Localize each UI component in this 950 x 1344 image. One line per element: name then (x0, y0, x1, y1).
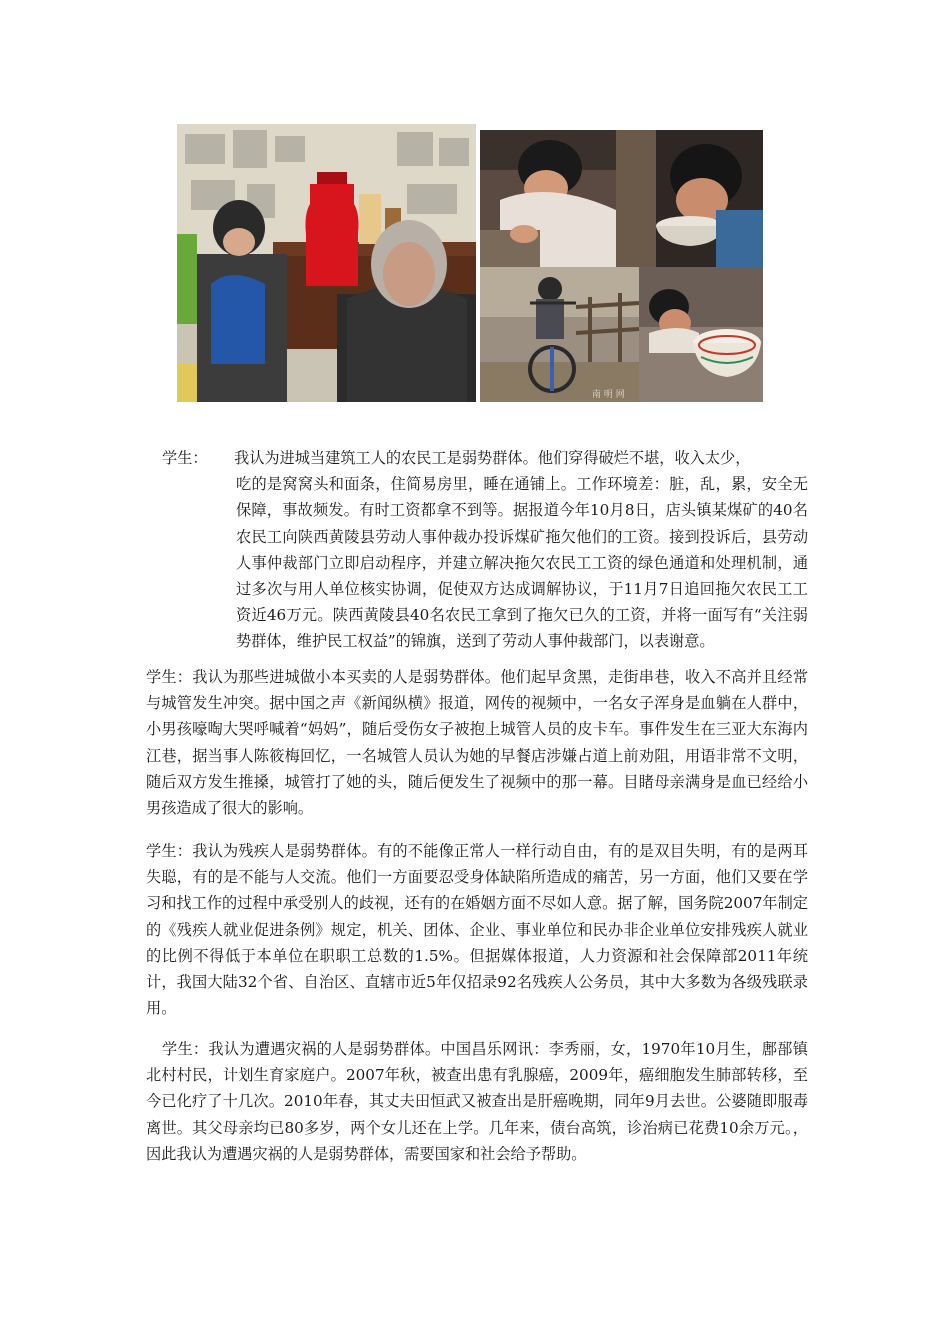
photo-elderly-mother-and-daughter (177, 124, 476, 402)
paragraph-small-vendors: 学生：我认为那些进城做小本买卖的人是弱势群体。他们起早贪黑，走街串巷，收入不高并且经常与城管发生冲突。据中国之声《新闻纵横》报道，网传的视频中，一名女子浑身是血躺在人群中，小男孩嚎啕大哭呼喊着“妈妈”，随后受伤女子被抱上城管人员的皮卡车。事件发生在三亚大东海内江巷，据当事人陈筱梅回忆，一名城管人员认为她的早餐店涉嫌占道上前劝阻，用语非常不文明，随后双方发生推搡，城管打了她的头，随后便发生了视频中的那一幕。目睹母亲满身是血已经给小男孩造成了很大的影响。 (146, 668, 808, 818)
paragraph-migrant-workers (162, 445, 808, 655)
photo-boy-with-bowl-2 (616, 130, 763, 267)
photo-boy-with-basin (639, 267, 763, 402)
paragraph-disaster-victims: 学生：我认为遭遇灾祸的人是弱势群体。中国昌乐网讯：李秀丽，女，1970年10月生，鄌郚镇北村村民，计划生育家庭户。2007年秋，被查出患有乳腺癌，2009年，癌细胞发生肺部转移，至今已化疗了十几次。2010年春，其丈夫田恒武又被查出是肝癌晚期，同年9月去世。公婆随即服毒离世。其父母亲均已80多岁，两个女儿还在上学。几年来，债台高筑，诊治病已花费10余万元。，因此我认为遭遇灾祸的人是弱势群体，需要国家和社会给予帮助。 (146, 1040, 808, 1163)
photo-boy-with-bicycle (480, 267, 639, 402)
paragraph-body: 吃的是窝窝头和面条，住简易房里，睡在通铺上。工作环境差：脏，乱，累，安全无保障，事故频发。有时工资都拿不到等。据报道今年10月8日，店头镇某煤矿的40名农民工向陕西黄陵县劳动人事仲裁办投诉煤矿拖欠他们的工资。接到投诉后，县劳动人事仲裁部门立即启动程序，并建立解决拖欠农民工工资的绿色通道和处理机制，通过多次与用人单位核实协调，促使双方达成调解协议，于11月7日追回拖欠农民工工资近46万元。陕西黄陵县40名农民工拿到了拖欠已久的工资，并将一面写有“关注弱势群体，维护民工权益”的锦旗，送到了劳动人事仲裁部门，以表谢意。 (236, 475, 808, 651)
svg-text:南 明 网: 南 明 网 (592, 390, 625, 400)
paragraph-disabled-people: 学生：我认为残疾人是弱势群体。有的不能像正常人一样行动自由，有的是双目失明，有的是两耳失聪，有的是不能与人交流。他们一方面要忍受身体缺陷所造成的痛苦，另一方面，他们又要在学习和找工作的过程中承受别人的歧视，还有的在婚姻方面不尽如人意。据了解，国务院2007年制定的《残疾人就业促进条例》规定，机关、团体、企业、事业单位和民办非企业单位安排残疾人就业的比例不得低于本单位在职职工总数的1.5%。但据媒体报道，人力资源和社会保障部2011年统计，我国大陆32个省、自治区、直辖市近5年仅招录92名残疾人公务员，其中大多数为各级残联录用。 (146, 842, 808, 1018)
paragraph-lead: 我认为进城当建筑工人的农民工是弱势群体。他们穿得破烂不堪，收入太少， (234, 449, 751, 467)
photo-boy-with-bowl-1 (480, 130, 616, 267)
student-label: 学生： (162, 449, 208, 467)
photo-collage (177, 124, 763, 402)
